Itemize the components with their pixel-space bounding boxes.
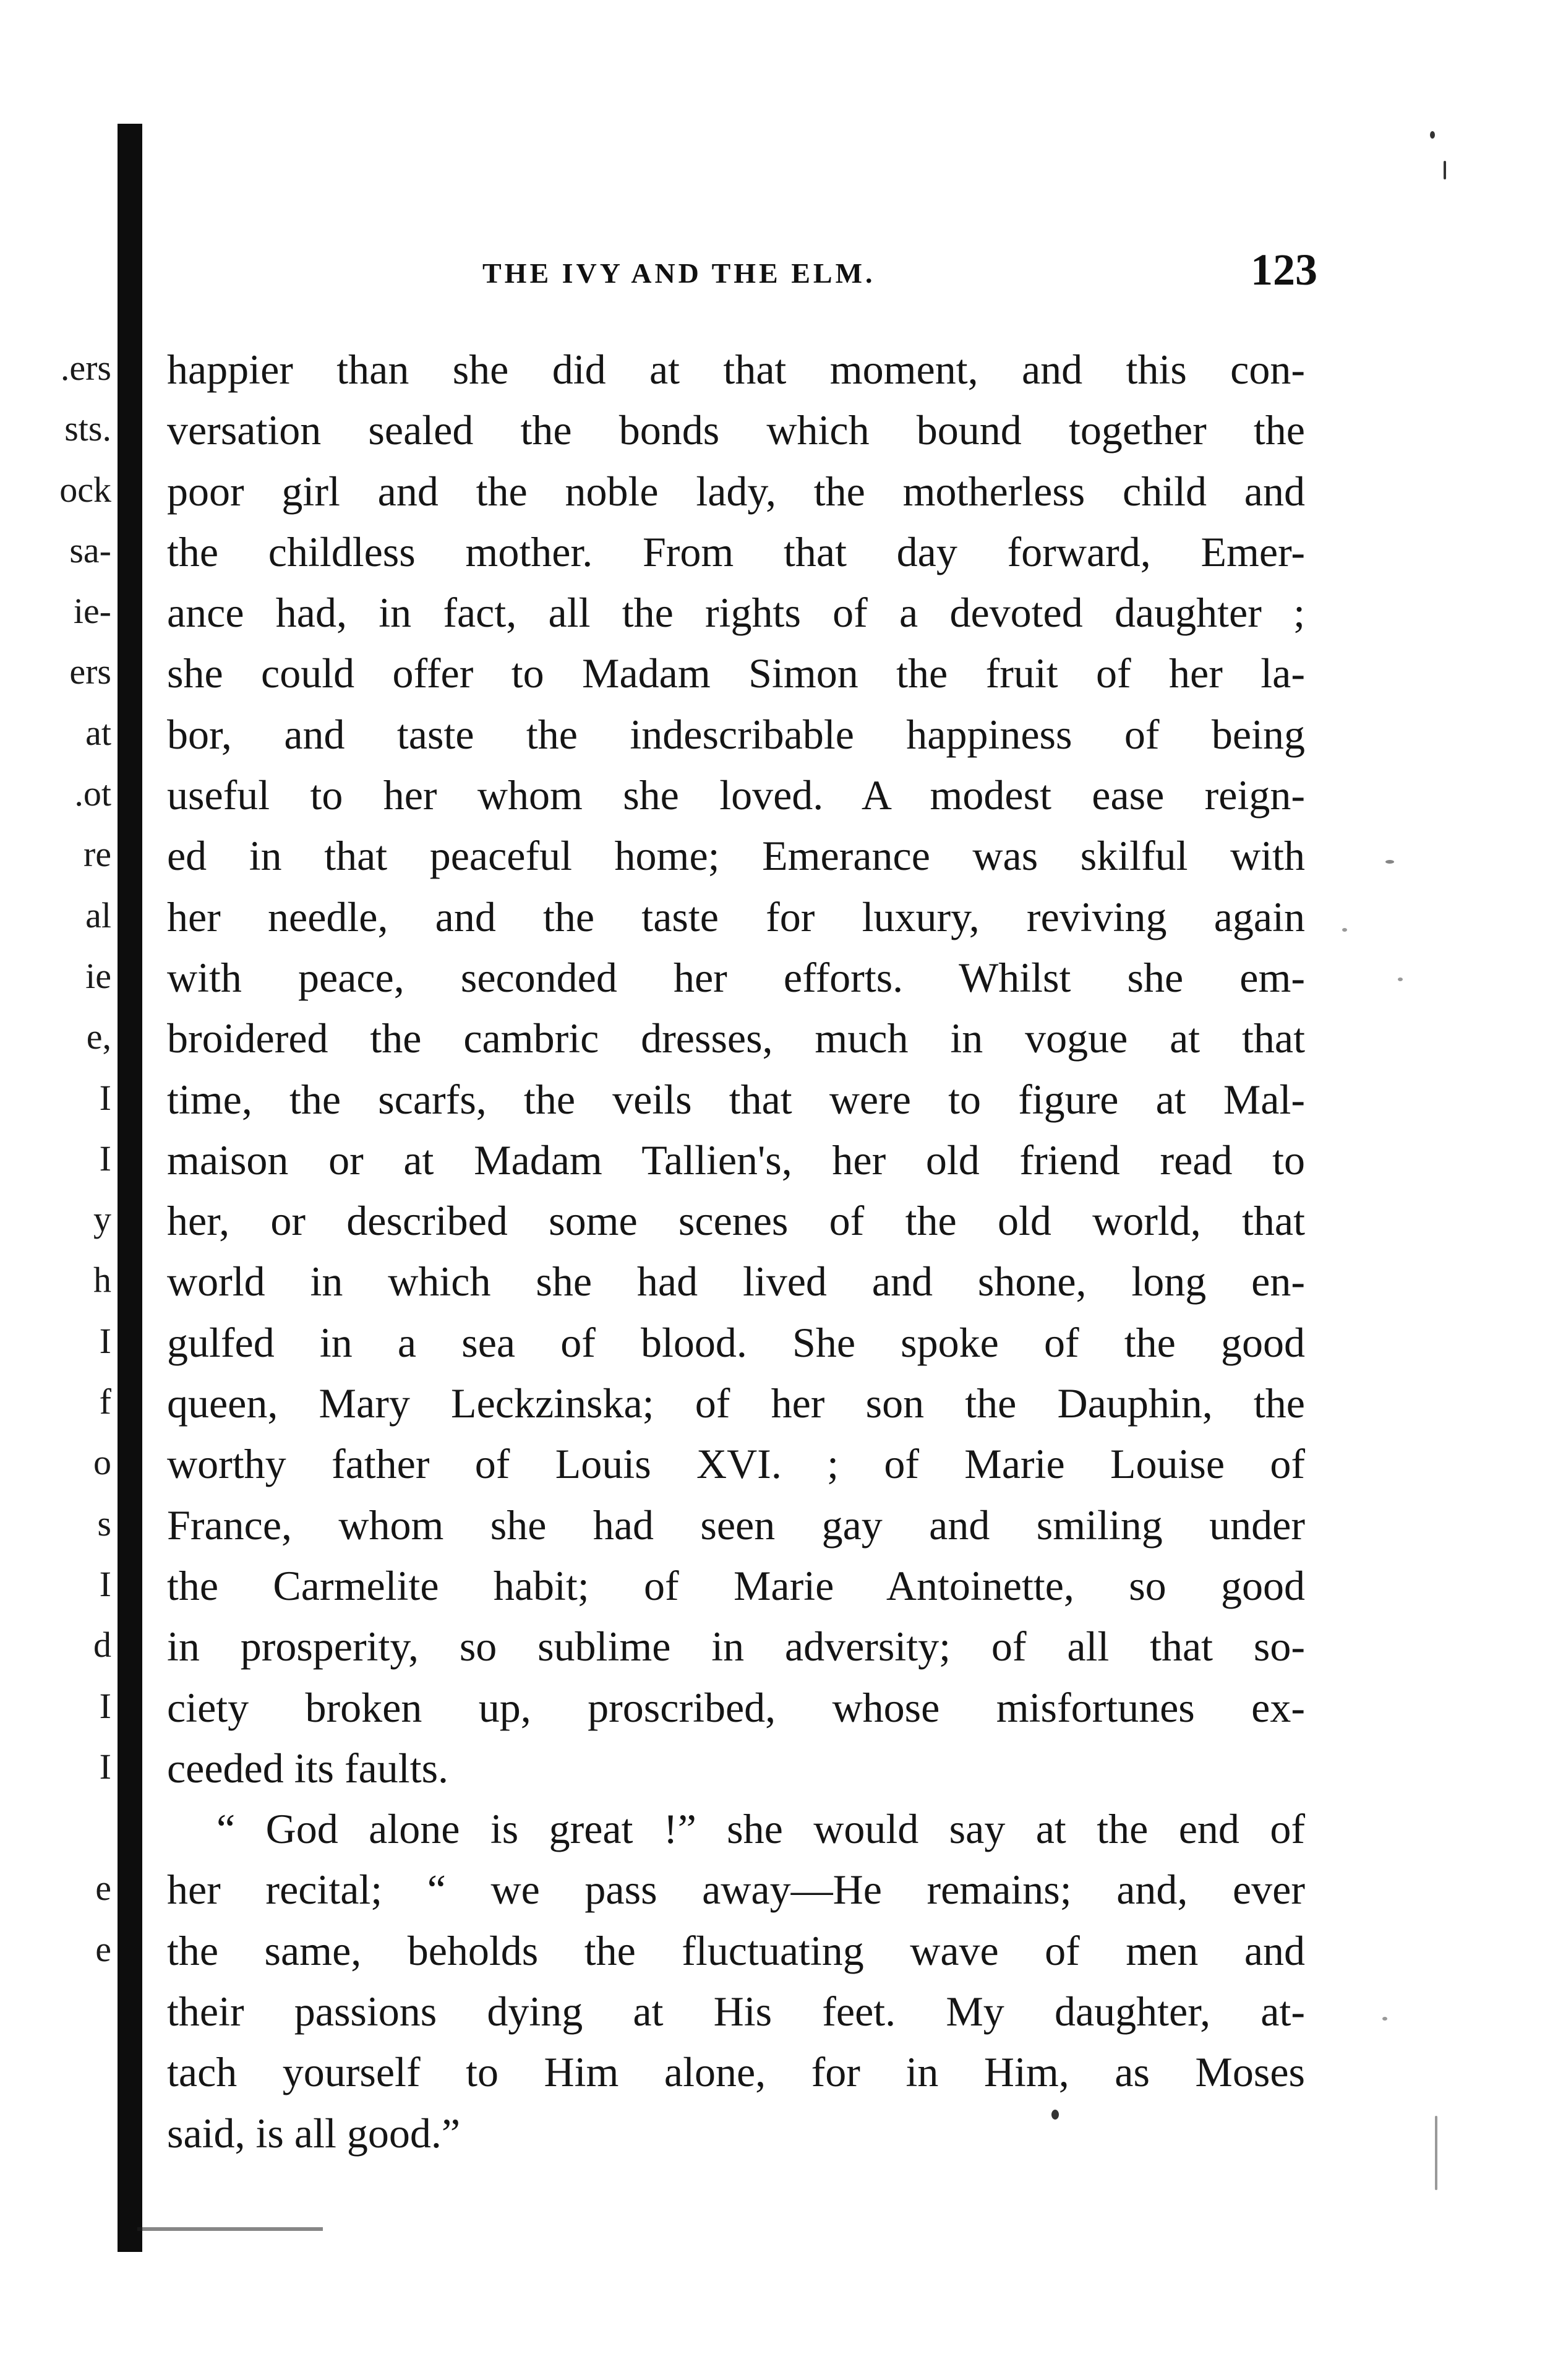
margin-fragment: ers — [69, 651, 111, 692]
text-line: said, is all good.” — [167, 2109, 461, 2157]
text-line: the Carmelite habit; of Marie Antoinette, so good — [167, 1562, 1305, 1609]
ink-speck — [1051, 2110, 1059, 2120]
ink-speck — [1342, 928, 1347, 932]
margin-fragment: sa- — [69, 530, 111, 570]
text-line: her needle, and the taste for luxury, reviving again — [167, 893, 1305, 940]
margin-fragment — [37, 1797, 111, 1858]
margin-fragment: ie — [85, 955, 111, 996]
margin-fragment: d — [93, 1625, 111, 1665]
text-line: useful to her whom she loved. A modest ease reign- — [167, 771, 1305, 819]
ink-speck — [1385, 860, 1394, 864]
text-line: time, the scarfs, the veils that were to figure at Mal- — [167, 1075, 1305, 1123]
binding-gutter — [118, 124, 142, 2252]
text-line: the same, beholds the fluctuating wave of men and — [167, 1927, 1305, 1974]
margin-fragment: I — [99, 1077, 111, 1118]
margin-fragment: I — [99, 1746, 111, 1787]
text-line: “ God alone is great !” she would say at the end of — [216, 1805, 1305, 1853]
text-line: bor, and taste the indescribable happiness of being — [167, 710, 1305, 758]
text-line: queen, Mary Leckzinska; of her son the Dauphin, the — [167, 1380, 1305, 1427]
text-line: worthy father of Louis XVI. ; of Marie Louise of — [167, 1440, 1305, 1488]
text-line: ciety broken up, proscribed, whose misfortunes ex- — [167, 1683, 1305, 1731]
gutter-shadow — [137, 2227, 323, 2231]
text-line: ance had, in fact, all the rights of a devoted daughter ; — [167, 589, 1305, 637]
body-text — [167, 339, 1305, 2163]
running-title: THE IVY AND THE ELM. — [482, 257, 876, 289]
ink-speck — [1435, 2116, 1437, 2190]
margin-fragment: .ers — [60, 348, 111, 388]
margin-fragment: f — [99, 1381, 111, 1422]
margin-fragment: s — [97, 1503, 111, 1544]
margin-fragment: e — [95, 1928, 111, 1969]
margin-fragment: re — [83, 834, 111, 875]
text-line: happier than she did at that moment, and this con- — [167, 346, 1305, 393]
margin-fragment: I — [99, 1138, 111, 1179]
facing-page-fragments — [37, 338, 111, 1980]
text-line: gulfed in a sea of blood. She spoke of the good — [167, 1318, 1305, 1366]
text-line: poor girl and the noble lady, the motherless child and — [167, 467, 1305, 515]
text-line: broidered the cambric dresses, much in vogue at that — [167, 1015, 1305, 1062]
margin-fragment: sts. — [64, 408, 111, 449]
text-line: in prosperity, so sublime in adversity; of all that so- — [167, 1623, 1305, 1670]
ink-speck — [1444, 161, 1446, 179]
margin-fragment: y — [93, 1199, 111, 1240]
text-line: their passions dying at His feet. My daughter, at- — [167, 1988, 1305, 2035]
margin-fragment: h — [93, 1260, 111, 1300]
text-line: world in which she had lived and shone, long en- — [167, 1258, 1305, 1305]
text-line: ed in that peaceful home; Emerance was skilful with — [167, 832, 1305, 880]
text-line: with peace, seconded her efforts. Whilst she em- — [167, 953, 1305, 1001]
text-line: ceeded its faults. — [167, 1744, 449, 1792]
margin-fragment: ie- — [73, 591, 111, 632]
text-line: she could offer to Madam Simon the fruit of her la- — [167, 650, 1305, 697]
margin-fragment: e — [95, 1868, 111, 1909]
text-line: the childless mother. From that day forward, Emer- — [167, 528, 1305, 575]
running-header — [167, 244, 1330, 300]
text-line: France, whom she had seen gay and smiling under — [167, 1501, 1305, 1549]
margin-fragment: I — [99, 1563, 111, 1604]
margin-fragment: I — [99, 1685, 111, 1726]
ink-speck — [1430, 131, 1435, 139]
page-number: 123 — [1251, 245, 1317, 294]
margin-fragment: at — [85, 712, 111, 753]
margin-fragment: e, — [86, 1016, 111, 1057]
text-line: tach yourself to Him alone, for in Him, as Moses — [167, 2048, 1305, 2096]
text-line: maison or at Madam Tallien's, her old friend read to — [167, 1136, 1305, 1184]
margin-fragment: o — [93, 1442, 111, 1483]
margin-fragment: .ot — [74, 773, 111, 814]
ink-speck — [1398, 977, 1403, 981]
text-line: her, or described some scenes of the old world, that — [167, 1197, 1305, 1245]
margin-fragment: ock — [59, 469, 111, 510]
text-line: her recital; “ we pass away—He remains; and, ever — [167, 1866, 1305, 1914]
margin-fragment: al — [85, 895, 111, 935]
text-line: versation sealed the bonds which bound together the — [167, 406, 1305, 454]
margin-fragment: I — [99, 1320, 111, 1361]
ink-speck — [1382, 2017, 1387, 2021]
